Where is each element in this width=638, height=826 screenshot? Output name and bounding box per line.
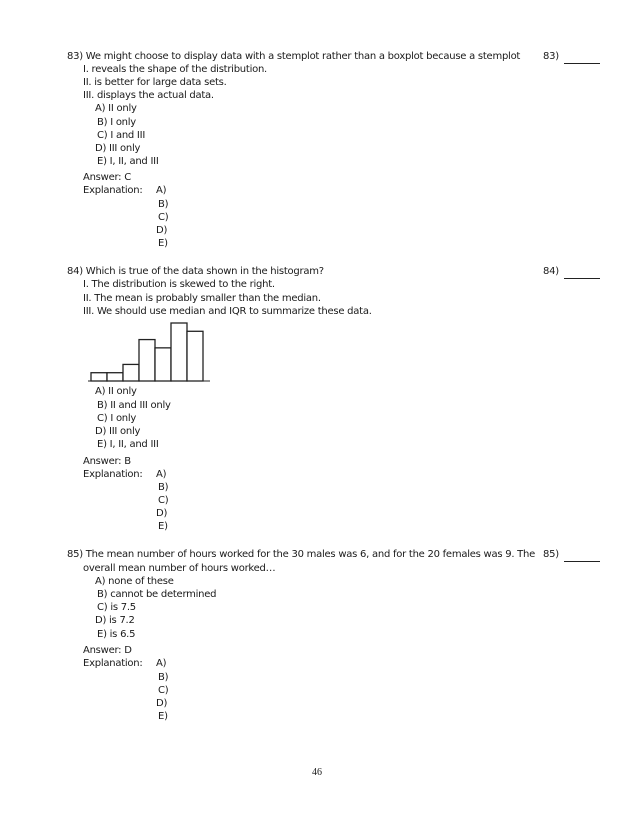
- q84-explanation-label: Explanation:: [83, 469, 143, 480]
- q85-choice-c: C) is 7.5: [97, 602, 136, 613]
- q85-explanation-b: B): [158, 672, 169, 683]
- histogram-bar: [91, 373, 107, 381]
- q83-explanation-b: B): [158, 199, 169, 210]
- q83-choice-c: C) I and III: [97, 130, 146, 141]
- histogram-bar: [123, 364, 139, 381]
- q85-stem-continuation: overall mean number of hours worked…: [83, 563, 276, 574]
- q85-choice-b: B) cannot be determined: [97, 589, 217, 600]
- q84-choice-b: B) II and III only: [97, 400, 171, 411]
- q85-explanation-c: C): [158, 685, 169, 696]
- q85-answer-blank[interactable]: [564, 561, 600, 562]
- q84-choice-e: E) I, II, and III: [97, 439, 159, 450]
- q84-choice-d: D) III only: [95, 426, 141, 437]
- q83-answer: Answer: C: [83, 172, 131, 183]
- q83-choice-e: E) I, II, and III: [97, 156, 159, 167]
- q84-statement: III. We should use median and IQR to summarize these data.: [83, 306, 372, 317]
- q83-choice-d: D) III only: [95, 143, 141, 154]
- q85-explanation-d: D): [156, 698, 168, 709]
- q84-number: 84): [543, 266, 559, 277]
- q83-explanation-a: A): [156, 185, 167, 196]
- page-number: 46: [312, 767, 322, 778]
- q83-explanation-e: E): [158, 238, 168, 249]
- q83-statement: III. displays the actual data.: [83, 90, 214, 101]
- q84-statement: I. The distribution is skewed to the right.: [83, 279, 275, 290]
- histogram-bar: [187, 331, 203, 381]
- q84-choice-c: C) I only: [97, 413, 137, 424]
- q85-choice-e: E) is 6.5: [97, 629, 136, 640]
- q84-explanation-e: E): [158, 521, 168, 532]
- histogram-bar: [155, 348, 171, 381]
- q84-answer: Answer: B: [83, 456, 131, 467]
- histogram-bar: [139, 340, 155, 381]
- q84-stem: 84) Which is true of the data shown in the histogram?: [67, 266, 324, 277]
- q84-choice-a: A) II only: [95, 386, 137, 397]
- q85-explanation-label: Explanation:: [83, 658, 143, 669]
- q83-explanation-c: C): [158, 212, 169, 223]
- q85-choice-a: A) none of these: [95, 576, 174, 587]
- q84-explanation-a: A): [156, 469, 167, 480]
- histogram-bar: [171, 323, 187, 381]
- q83-stem: 83) We might choose to display data with a stemplot rather than a boxplot because a stemplot: [67, 51, 521, 62]
- q83-choice-b: B) I only: [97, 117, 136, 128]
- q85-number: 85): [543, 549, 559, 560]
- q83-statement: I. reveals the shape of the distribution.: [83, 64, 267, 75]
- q83-statement: II. is better for large data sets.: [83, 77, 227, 88]
- q83-answer-blank[interactable]: [564, 63, 600, 64]
- histogram: [88, 318, 212, 384]
- q83-choice-a: A) II only: [95, 103, 137, 114]
- q85-explanation-a: A): [156, 658, 167, 669]
- q83-explanation-d: D): [156, 225, 168, 236]
- q85-explanation-e: E): [158, 711, 168, 722]
- q84-statement: II. The mean is probably smaller than the median.: [83, 293, 321, 304]
- q83-number: 83): [543, 51, 559, 62]
- q85-stem: 85) The mean number of hours worked for the 30 males was 6, and for the 20 females was 9. The: [67, 549, 536, 560]
- histogram-bar: [107, 373, 123, 381]
- q85-answer: Answer: D: [83, 645, 132, 656]
- q84-explanation-b: B): [158, 482, 169, 493]
- q83-explanation-label: Explanation:: [83, 185, 143, 196]
- q84-explanation-c: C): [158, 495, 169, 506]
- q85-choice-d: D) is 7.2: [95, 615, 135, 626]
- q84-answer-blank[interactable]: [564, 278, 600, 279]
- q84-explanation-d: D): [156, 508, 168, 519]
